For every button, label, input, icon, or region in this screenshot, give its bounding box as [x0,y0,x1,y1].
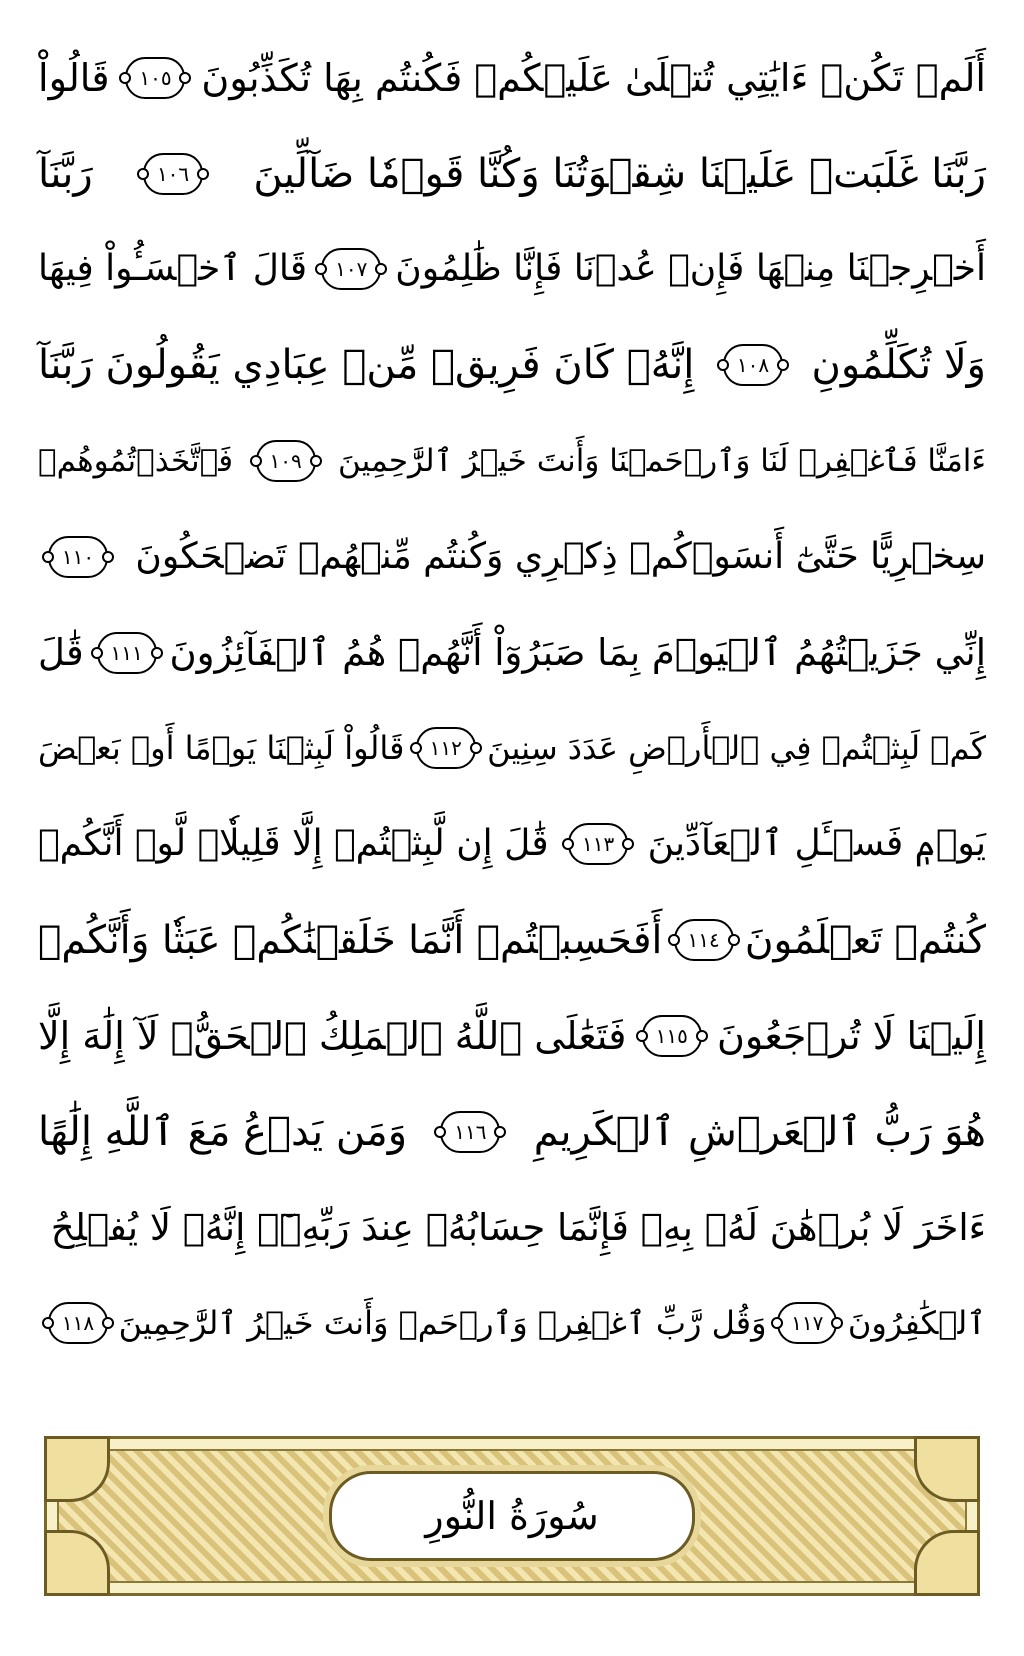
verse-text: فَتَعَٰلَى ٱللَّهُ ٱلۡمَلِكُ ٱلۡحَقُّۖ لَآ إِلَٰهَ إِلَّا [38,1013,627,1058]
verse-line [38,796,986,892]
verse-text: قَالُواْ [38,55,110,100]
verse-text: إِنِّي جَزَيۡتُهُمُ ٱلۡيَوۡمَ بِمَا صَبَرُوٓاْ أَنَّهُمۡ هُمُ ٱلۡفَآئِزُونَ [169,631,986,675]
verse-text: أَفَحَسِبۡتُمۡ أَنَّمَا خَلَقۡنَٰكُمۡ عَبَثٗا وَأَنَّكُمۡ [38,917,663,963]
verse-text: قَالُواْ لَبِثۡنَا يَوۡمًا أَوۡ بَعۡضَ [38,729,405,768]
surah-header-banner [44,1436,980,1596]
verse-line [38,509,986,605]
verse-text: وَمَن يَدۡعُ مَعَ ٱللَّهِ إِلَٰهًا [38,1108,408,1155]
verse-text: رَبَّنَآ [38,150,93,197]
verse-text: أَخۡرِجۡنَا مِنۡهَا فَإِنۡ عُدۡنَا فَإِنَّا ظَٰلِمُونَ [395,248,986,290]
verse-line [38,413,986,509]
surah-title-cartouche [329,1471,695,1561]
verse-line [38,126,986,222]
verse-text: أَلَمۡ تَكُنۡ ءَايَٰتِي تُتۡلَىٰ عَلَيۡكُمۡ فَكُنتُم بِهَا تُكَذِّبُونَ [201,55,986,100]
ayah-number-marker: ١١٤ [674,919,734,961]
ayah-number-marker: ١١٠ [48,536,108,578]
verse-line [38,605,986,701]
verse-text: وَلَا تُكَلِّمُونِ [811,342,986,389]
verse-text: إِلَيۡنَا لَا تُرۡجَعُونَ [717,1013,986,1058]
verse-text: كُنتُمۡ تَعۡلَمُونَ [744,917,986,963]
verse-text: قَالَ ٱخۡسَـُٔواْ فِيهَا [38,248,308,290]
verse-text: ٱلۡكَٰفِرُونَ [847,1304,986,1343]
verse-line [38,1180,986,1276]
ayah-number-marker: ١١٣ [568,823,628,865]
ayah-number-marker: ١٠٦ [143,153,203,195]
verse-line [38,1084,986,1180]
surah-title: سُورَةُ النُّورِ [425,1494,599,1538]
ayah-number-marker: ١٠٧ [321,248,381,290]
verse-text: وَقُل رَّبِّ ٱغۡفِرۡ وَٱرۡحَمۡ وَأَنتَ خَيۡرُ ٱلرَّٰحِمِينَ [118,1304,767,1343]
verse-text: سِخۡرِيًّا حَتَّىٰٓ أَنسَوۡكُمۡ ذِكۡرِي وَكُنتُم مِّنۡهُمۡ تَضۡحَكُونَ [135,535,986,577]
verse-line [38,1275,986,1371]
ayah-number-marker: ١٠٨ [723,344,783,386]
verse-text: كَمۡ لَبِثۡتُمۡ فِي ٱلۡأَرۡضِ عَدَدَ سِنِينَ [487,729,986,768]
verse-line [38,30,986,126]
verse-line [38,892,986,988]
verse-text: فَٱتَّخَذۡتُمُوهُمۡ [38,442,234,479]
verse-line [38,317,986,413]
ayah-number-marker: ١٠٥ [125,57,185,99]
verse-line [38,701,986,797]
verse-line [38,988,986,1084]
verse-text: رَبَّنَا غَلَبَتۡ عَلَيۡنَا شِقۡوَتُنَا وَكُنَّا قَوۡمٗا ضَآلِّينَ [253,150,986,197]
ayah-number-marker: ١١٧ [777,1302,837,1344]
verse-line [38,222,986,318]
verse-text: قَٰلَ إِن لَّبِثۡتُمۡ إِلَّا قَلِيلٗاۖ لَّوۡ أَنَّكُمۡ [38,823,549,865]
ayah-number-marker: ١١٢ [416,727,476,769]
ayah-number-marker: ١١١ [97,632,157,674]
ayah-number-marker: ١١٦ [440,1111,500,1153]
verse-text: هُوَ رَبُّ ٱلۡعَرۡشِ ٱلۡكَرِيمِ [533,1108,986,1155]
verse-text: ءَامَنَّا فَٱغۡفِرۡ لَنَا وَٱرۡحَمۡنَا وَأَنتَ خَيۡرُ ٱلرَّٰحِمِينَ [338,442,986,479]
verse-text: يَوۡمٖ فَسۡـَٔلِ ٱلۡعَآدِّينَ [647,823,986,865]
verse-lines [38,30,986,1371]
ayah-number-marker: ١١٨ [48,1302,108,1344]
verse-text: إِنَّهُۥ كَانَ فَرِيقٞ مِّنۡ عِبَادِي يَقُولُونَ رَبَّنَآ [38,342,695,389]
ayah-number-marker: ١١٥ [642,1015,702,1057]
verse-text: ءَاخَرَ لَا بُرۡهَٰنَ لَهُۥ بِهِۦ فَإِنَّمَا حِسَابُهُۥ عِندَ رَبِّهِۦٓۚ إِنَّهُۥ لَا يُفۡلِحُ [50,1205,986,1249]
ayah-number-marker: ١٠٩ [256,440,316,482]
verse-text: قَٰلَ [38,631,84,675]
